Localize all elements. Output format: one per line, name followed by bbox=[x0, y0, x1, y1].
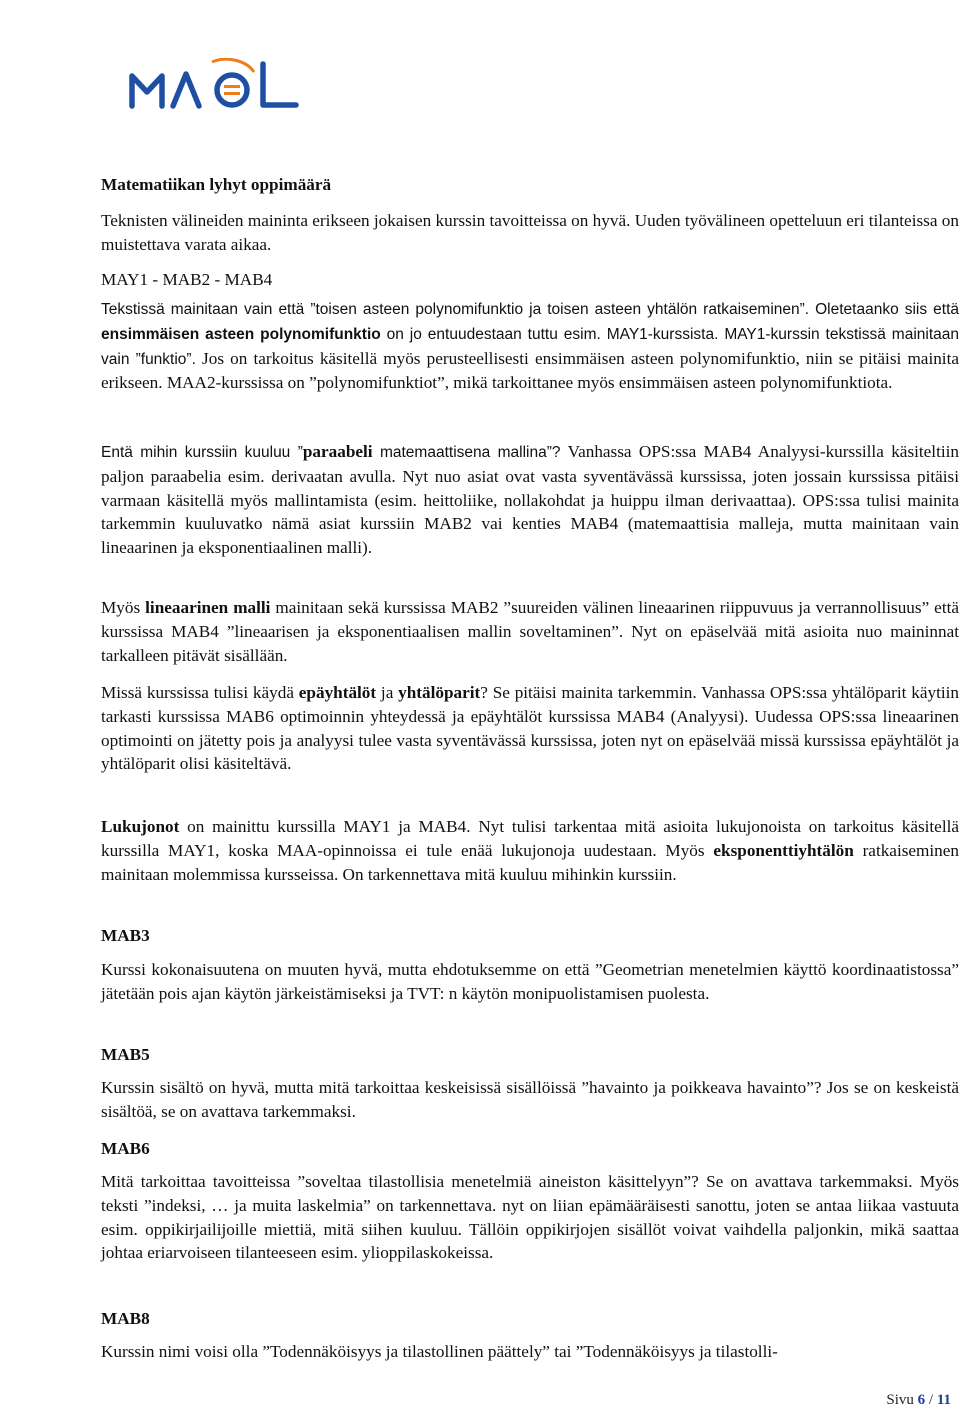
heading-mab8: MAB8 bbox=[101, 1309, 150, 1328]
seq-text-b: on mainittu kurssilla MAY1 ja MAB4. Nyt tulisi tarkentaa mitä asioita lukujonoista on tarkoitus käsitellä kurssilla MAY1, koska MAA-opinnoissa ei tule enää lukujonoja uudestaan. Myös bbox=[101, 817, 959, 860]
ineq-text-a: Missä kurssissa tulisi käydä bbox=[101, 683, 299, 702]
paragraph-mab3: Kurssi kokonaisuutena on muuten hyvä, mutta ehdotuksemme on että ”Geometrian menetelmien käyttö koordinaatistossa” jätetään pois ajan käytön järkeistämiseksi ja TVT: n käytön monipuolistamisen puolesta. bbox=[101, 960, 959, 1003]
linear-text-c: mainitaan sekä kurssissa MAB2 ”suureiden välinen lineaarinen riippuvuus ja verrannollisuus” että kurssissa MAB4 ”lineaarisen ja eksponentiaalisen mallin soveltaminen”. Nyt on epäselvää mitä asioita nuo maininnat tarkalleen pitävät sisällään. bbox=[101, 598, 959, 665]
parabola-text-c: matemaattisena mallina”? bbox=[372, 444, 561, 461]
polynomial-text-c: on jo entuudestaan tuttu esim. MAY1-kurssista. MAY1-kurssin tekstissä mainitaan vain ”funktio”. bbox=[101, 325, 959, 368]
ineq-text-e: ? Se pitäisi mainita tarkemmin. Vanhassa OPS:ssa yhtälöparit käytiin tarkasti kurssissa MAB6 optimoinnin yhteydessä ja epäyhtälöt kurssissa MAB4 (Analyysi). Uudessa OPS:ssa lineaarinen optimointi on jätetty pois ja analyysi tulee vasta syventävässä kurssissa, joten nyt on epäselvää missä kurssissa epäyhtälöt ja yhtälöparit olisi käsiteltävä. bbox=[101, 683, 959, 774]
linear-bold: lineaarinen malli bbox=[145, 598, 271, 617]
footer-total: 11 bbox=[936, 1392, 951, 1408]
heading-may1-mab2-mab4: MAY1 - MAB2 - MAB4 bbox=[101, 270, 273, 289]
paragraph-polynomial bbox=[101, 297, 959, 395]
heading-mab5: MAB5 bbox=[101, 1045, 150, 1064]
parabola-text-d: Vanhassa OPS:ssa MAB4 Analyysi-kurssilla käsiteltiin paljon paraabelia esim. derivaatan avulla. Nyt nuo asiat ovat vasta syventävässä kurssissa, joten jossain kurssissa pitäisi varmaan käsitellä myös mallintamista (esim. heittoliike, nollakohdat ja huippu ilman derivaattaa). OPS:ssa tulisi mainita tarkemmin kuuluvatko nämä asiat kurssiin MAB2 vai kenties MAB4 (matemaattisia malleja, mutta mainitaan vain lineaarinen ja eksponentiaalinen malli). bbox=[101, 442, 960, 558]
ineq-bold-1: epäyhtälöt bbox=[298, 683, 377, 702]
parabola-bold: paraabeli bbox=[302, 442, 373, 461]
footer-separator: / bbox=[928, 1392, 934, 1408]
seq-bold-2: eksponenttiyhtälön bbox=[713, 840, 854, 860]
paragraph-linear-model bbox=[101, 596, 959, 667]
seq-bold-1: Lukujonot bbox=[101, 817, 180, 836]
page-footer bbox=[886, 1392, 951, 1409]
ineq-bold-2: yhtälöparit bbox=[398, 683, 481, 702]
polynomial-text-a: Tekstissä mainitaan vain että ”toisen asteen polynomifunktio ja toisen asteen yhtälön ratkaiseminen”. Oletetaanko siis että bbox=[101, 301, 959, 318]
maol-logo bbox=[128, 58, 303, 110]
parabola-text-a: Entä mihin kurssiin kuuluu ” bbox=[101, 444, 303, 461]
paragraph-inequalities bbox=[101, 681, 959, 776]
paragraph-sequences bbox=[101, 815, 959, 886]
paragraph-mab6: Mitä tarkoittaa tavoitteissa ”soveltaa tilastollisia menetelmiä aineiston käsittelyyn”? Se on avattava tarkemmaksi. Myös teksti ”indeksi, … ja muita laskelmia” on tarkennettava. nyt on liian epämääräisesti sanottu, joten se antaa liikaa vastuuta esim. oppikirjailijoille miettiä, mitä siihen kuuluu. Tällöin oppikirjojen sisällöt voivat vaihdella paljonkin, mikä saattaa johtaa eriarvoiseen tilanteeseen esim. ylioppilaskokeissa. bbox=[101, 1172, 959, 1263]
heading-mab3: MAB3 bbox=[101, 926, 150, 945]
polynomial-bold: ensimmäisen asteen polynomifunktio bbox=[101, 325, 381, 343]
footer-label: Sivu bbox=[886, 1392, 914, 1408]
heading-mab6: MAB6 bbox=[101, 1139, 150, 1158]
paragraph-mab8: Kurssin nimi voisi olla ”Todennäköisyys ja tilastollinen päättely” tai ”Todennäköisyys ja tilastolli- bbox=[101, 1342, 778, 1361]
footer-page: 6 bbox=[917, 1392, 926, 1408]
linear-text-a: Myös bbox=[101, 598, 146, 617]
ineq-text-c: ja bbox=[376, 683, 399, 702]
paragraph-tools: Teknisten välineiden maininta erikseen jokaisen kurssin tavoitteissa on hyvä. Uuden työvälineen opetteluun eri tilanteissa on muistettava varata aikaa. bbox=[101, 211, 959, 254]
document-title: Matematiikan lyhyt oppimäärä bbox=[101, 175, 332, 194]
seq-text-d: ratkaiseminen mainitaan molemmissa kursseissa. On tarkennettava mitä kuuluu mihinkin kurssiin. bbox=[101, 840, 959, 884]
polynomial-text-d: Jos on tarkoitus käsitellä myös perusteellisesti ensimmäisen asteen polynomifunktio, niin se pitäisi mainita erikseen. MAA2-kurssissa on ”polynomifunktiot”, mikä tarkoittanee myös ensimmäisen asteen polynomifunktiota. bbox=[101, 348, 959, 393]
paragraph-mab5: Kurssin sisältö on hyvä, mutta mitä tarkoittaa keskeisissä sisällöissä ”havainto ja poikkeava havainto”? Jos se on keskeistä sisältöä, se on avattava tarkemmaksi. bbox=[101, 1078, 959, 1121]
paragraph-parabola bbox=[101, 440, 959, 560]
